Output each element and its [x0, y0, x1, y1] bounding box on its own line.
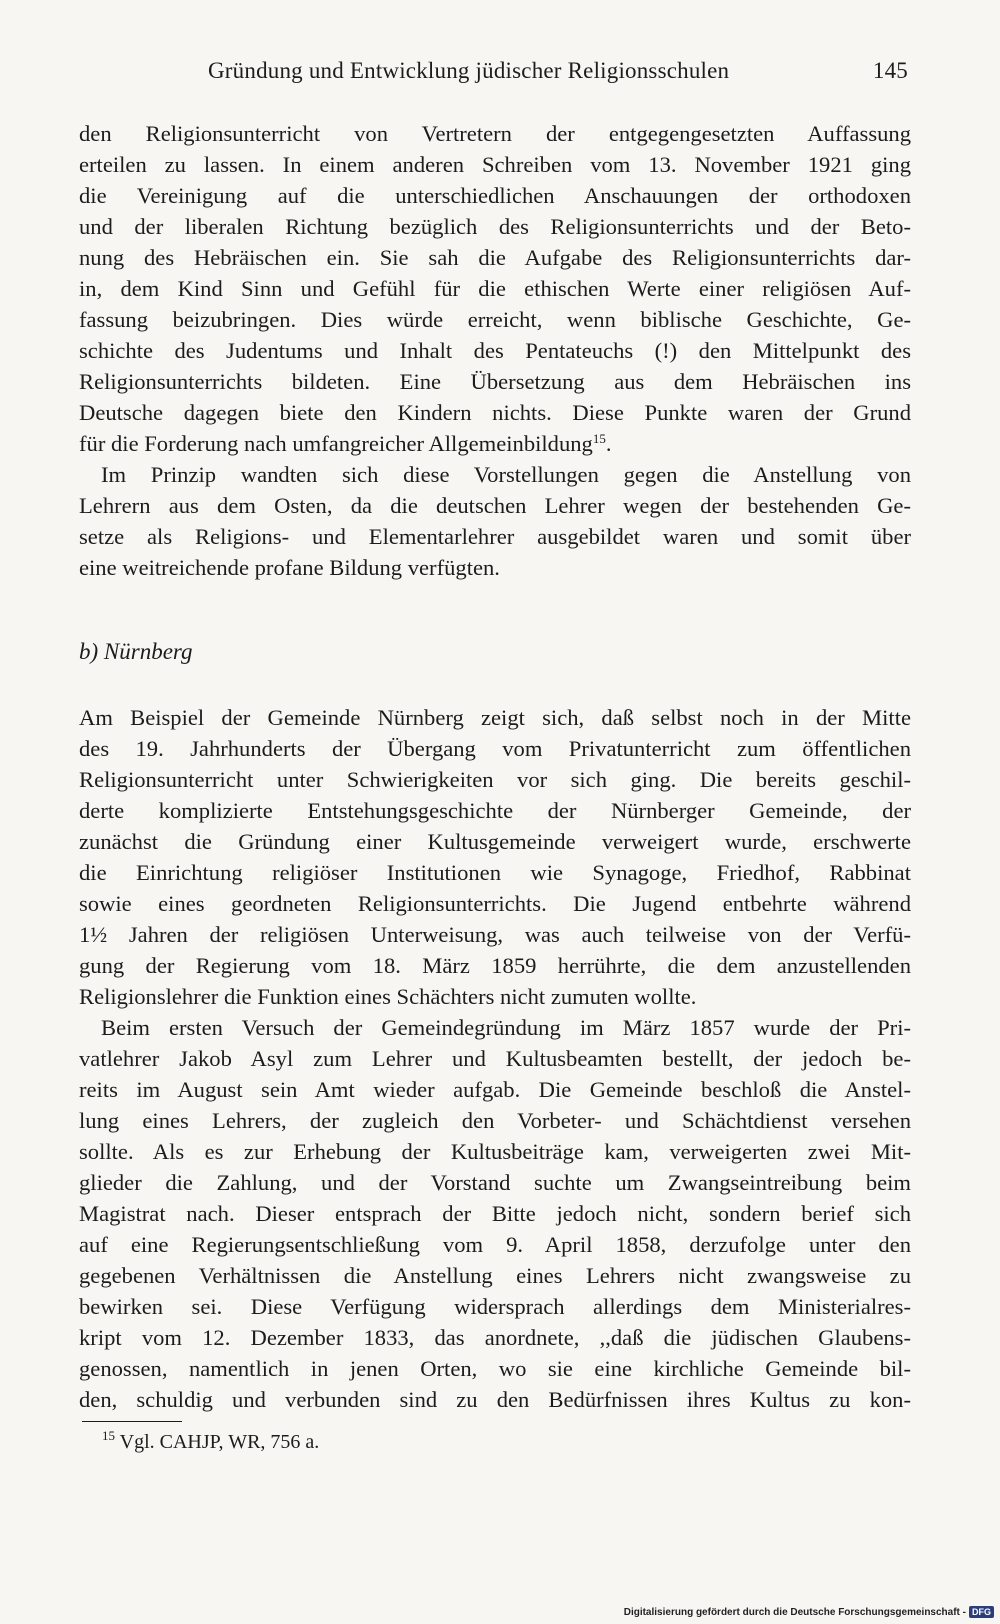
text-line: sowie eines geordneten Religionsunterrichts. Die Jugend entbehrte während: [79, 891, 911, 916]
text-line: eine weitreichende profane Bildung verfügten.: [79, 555, 500, 580]
text-line: Religionsunterrichts bildeten. Eine Übersetzung aus dem Hebräischen ins: [79, 369, 911, 394]
text-line: auf eine Regierungsentschließung vom 9. April 1858, derzufolge unter den: [79, 1232, 911, 1257]
text-line: und der liberalen Richtung bezüglich des Religionsunterrichts und der Beto-: [79, 214, 911, 239]
text-line: setze als Religions- und Elementarlehrer ausgebildet waren und somit über: [79, 524, 911, 549]
page-number: 145: [872, 58, 908, 83]
footnote-divider: [82, 1421, 182, 1422]
text-fragment: für die Forderung nach umfangreicher Allgemeinbildung: [79, 431, 593, 456]
text-line: nung des Hebräischen ein. Sie sah die Aufgabe des Religionsunterrichts dar-: [79, 245, 911, 270]
text-line: bewirken sei. Diese Verfügung widersprach allerdings dem Ministerialres-: [79, 1294, 911, 1319]
text-line: Lehrern aus dem Osten, da die deutschen Lehrer wegen der bestehenden Ge-: [79, 493, 911, 518]
text-line: Magistrat nach. Dieser entsprach der Bitte jedoch nicht, sondern berief sich: [79, 1201, 911, 1226]
text-line: derte komplizierte Entstehungsgeschichte der Nürnberger Gemeinde, der: [79, 798, 911, 823]
text-block-lower: [79, 702, 911, 1415]
text-line: die Vereinigung auf die unterschiedlichen Anschauungen der orthodoxen: [79, 183, 911, 208]
section-heading: b) Nürnberg: [79, 639, 193, 664]
text-line: Am Beispiel der Gemeinde Nürnberg zeigt sich, daß selbst noch in der Mitte: [79, 705, 911, 730]
text-line: erteilen zu lassen. In einem anderen Schreiben vom 13. November 1921 ging: [79, 152, 911, 177]
text-line: lung eines Lehrers, der zugleich den Vorbeter- und Schächtdienst versehen: [79, 1108, 911, 1133]
footnote-number: 15: [102, 1428, 115, 1443]
text-line: reits im August sein Amt wieder aufgab. Die Gemeinde beschloß die Anstel-: [79, 1077, 911, 1102]
footnote-text: Vgl. CAHJP, WR, 756 a.: [119, 1431, 320, 1453]
text-line: zunächst die Gründung einer Kultusgemeinde verweigert wurde, erschwerte: [79, 829, 911, 854]
text-line: schichte des Judentums und Inhalt des Pentateuchs (!) den Mittelpunkt des: [79, 338, 911, 363]
footnote: [102, 1428, 320, 1454]
text-line: Im Prinzip wandten sich diese Vorstellungen gegen die Anstellung von: [101, 462, 911, 487]
text-line: vatlehrer Jakob Asyl zum Lehrer und Kultusbeamten bestellt, der jedoch be-: [79, 1046, 911, 1071]
text-line: genossen, namentlich in jenen Orten, wo sie eine kirchliche Gemeinde bil-: [79, 1356, 911, 1381]
text-line: den Religionsunterricht von Vertretern der entgegengesetzten Auffassung: [79, 121, 911, 146]
text-line: Religionslehrer die Funktion eines Schächters nicht zumuten wollte.: [79, 984, 697, 1009]
text-line: gegebenen Verhältnissen die Anstellung eines Lehrers nicht zwangsweise zu: [79, 1263, 911, 1288]
dfg-logo: DFG: [969, 1606, 994, 1618]
text-line: den, schuldig und verbunden sind zu den Bedürfnissen ihres Kultus zu kon-: [79, 1387, 911, 1412]
text-line: Deutsche dagegen biete den Kindern nichts. Diese Punkte waren der Grund: [79, 400, 911, 425]
text-line: die Einrichtung religiöser Institutionen wie Synagoge, Friedhof, Rabbinat: [79, 860, 911, 885]
running-title: Gründung und Entwicklung jüdischer Religionsschulen: [208, 58, 730, 83]
text-line: sollte. Als es zur Erhebung der Kultusbeiträge kam, verweigerten zwei Mit-: [79, 1139, 911, 1164]
text-line: Beim ersten Versuch der Gemeindegründung im März 1857 wurde der Pri-: [101, 1015, 911, 1040]
text-line-with-footnote: [79, 428, 911, 459]
text-line: Religionsunterricht unter Schwierigkeiten vor sich ging. Die bereits geschil-: [79, 767, 911, 792]
text-line: kript vom 12. Dezember 1833, das anordnete, ,,daß die jüdischen Glaubens-: [79, 1325, 911, 1350]
text-fragment: .: [605, 431, 612, 456]
text-line: fassung beizubringen. Dies würde erreicht, wenn biblische Geschichte, Ge-: [79, 307, 911, 332]
text-line: des 19. Jahrhunderts der Übergang vom Privatunterricht zum öffentlichen: [79, 736, 911, 761]
footnote-reference: 15: [592, 431, 606, 446]
text-block-upper: [79, 118, 911, 583]
digitization-notice: [624, 1606, 994, 1618]
text-line: glieder die Zahlung, und der Vorstand suchte um Zwangseintreibung beim: [79, 1170, 911, 1195]
text-line: in, dem Kind Sinn und Gefühl für die ethischen Werte einer religiösen Auf-: [79, 276, 911, 301]
digitization-text: Digitalisierung gefördert durch die Deutsche Forschungsgemeinschaft -: [623, 1606, 966, 1618]
text-line: gung der Regierung vom 18. März 1859 herrührte, die dem anzustellenden: [79, 953, 911, 978]
text-line: 1½ Jahren der religiösen Unterweisung, was auch teilweise von der Verfü-: [79, 922, 911, 947]
